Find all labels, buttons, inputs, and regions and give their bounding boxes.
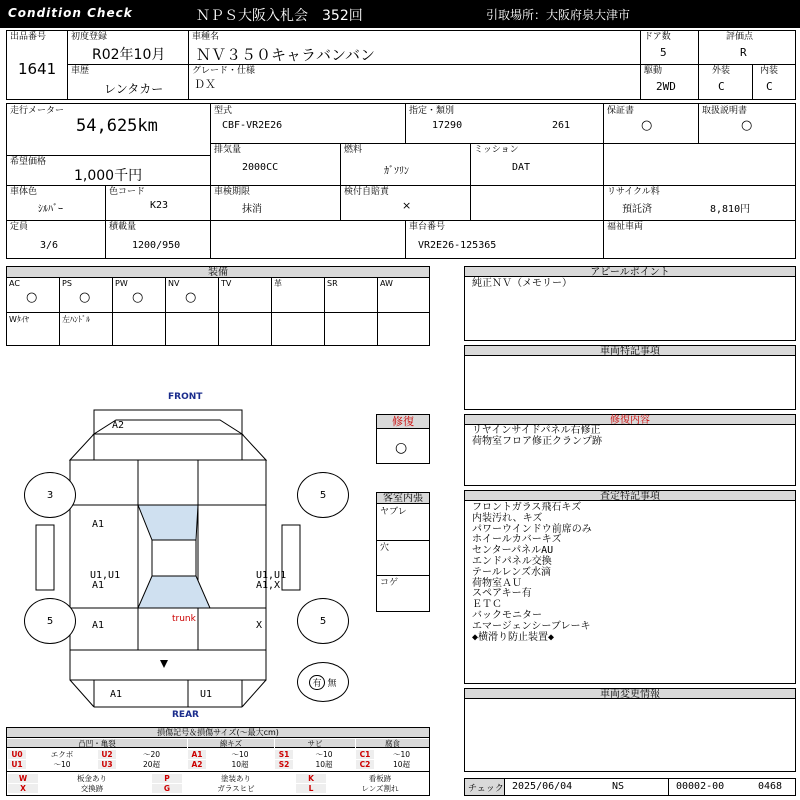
condition-check-title: Condition Check [8,6,133,20]
grade-label: グレード・仕様 [192,66,256,76]
legend-desc: エクボ [50,750,74,759]
class-value: 261 [552,120,571,131]
equip-divider [59,278,60,346]
right-rear-door-mark-1: U1,U1 [256,570,287,581]
vehicle-name: ＮＶ３５０キャラバンバン [196,46,375,64]
legend-desc: ～10 [53,760,71,769]
legend-symbol-desc: レンズ割れ [361,784,399,793]
left-rear-door-mark-2: A1 [92,580,105,591]
inspection-label: 車検期限 [214,187,251,197]
legend-symbol-desc: 交換跡 [80,784,104,793]
inspection-value: 抹消 [242,204,262,215]
legend-code: A1 [188,750,206,759]
footer-date: 2025/06/04 [512,781,573,792]
auction-title: ＮＰＳ大阪入札会 352回 [196,8,363,24]
legend-code: C1 [356,750,374,759]
legend-desc: ～10 [392,750,411,759]
legend-cat-rust: サビ [275,739,355,748]
color-label: 車体色 [10,187,38,197]
interior-tear: ヤブレ [380,507,407,517]
fuel-value: ｶﾞｿﾘﾝ [384,166,409,177]
manual-mark: ○ [741,118,753,133]
legend-code: A2 [188,760,206,769]
equip-label-5: 革 [274,279,282,288]
model-label: 型式 [214,106,233,116]
legend-desc: ～10 [315,750,333,759]
legend-desc: ～10 [231,750,249,759]
tire-front-left-mark: 3 [46,489,54,501]
tire-rear-right [297,598,349,644]
equip-label-0: AC [9,279,20,288]
equip-extra-1: 左ﾊﾝﾄﾞﾙ [62,315,90,324]
inspection-note-line: エマージェンシーブレーキ [472,620,591,632]
capacity-value: 3/6 [40,240,59,251]
recycle-status: 預託済 [622,204,652,215]
chassis-label: 車台番号 [409,222,446,232]
legend-symbol: K [296,774,326,783]
history-value: レンタカー [104,82,164,96]
hood-mark: A2 [112,420,125,431]
footer-inspector: NS [612,781,625,792]
tire-front-right-mark: 5 [319,489,327,501]
interior-condition-title: 客室内張 [377,493,429,504]
interior-label: 内装 [760,66,779,76]
legend-symbol: P [152,774,182,783]
legend-desc: 10超 [315,760,333,769]
history-label: 車歴 [71,66,90,76]
equipment-title: 装備 [7,267,429,278]
inspection-note-line: センターパネルAU [472,545,554,557]
inspection-notes-title: 査定特記事項 [465,491,795,501]
legend-symbol-desc: ガラスヒビ [217,784,255,793]
left-rear-door-mark-1: U1,U1 [90,570,121,581]
equip-label-4: TV [221,279,232,288]
model-value: CBF-VR2E26 [222,120,283,131]
tire-rear-right-mark: 5 [319,615,327,627]
legend-symbol: L [296,784,326,793]
right-rear-door-mark-2: A1,X [256,580,281,591]
equip-label-2: PW [115,279,128,288]
load-label: 積載量 [109,222,137,232]
interior-burn: コゲ [380,578,399,588]
lot-label: 出品番号 [10,32,47,42]
equip-label-3: NV [168,279,180,288]
change-info-box [464,688,796,772]
liability-value: × [402,199,412,212]
change-info-title: 車両変更情報 [465,689,795,699]
inspection-note-line: バックモニター [472,610,542,621]
check-label: チェック [468,784,504,794]
equip-extra-0: Wﾀｲﾔ [9,315,29,324]
trunk-label: trunk [172,614,196,624]
inspection-note-line: ◆横滑り防止装置◆ [472,631,555,643]
tire-rear-left-mark: 5 [46,615,54,627]
load-value: 1200/950 [132,240,181,251]
equip-divider [324,278,325,346]
mileage-label: 走行メーター [10,106,65,116]
mission-label: ミッション [474,145,519,155]
legend-cat-corrosion: 腐食 [356,739,429,748]
welfare-label: 福祉車両 [607,222,644,232]
inspection-note-line: スペアキー有 [472,588,532,600]
legend-code: C2 [356,760,374,769]
tire-front-left [24,472,76,518]
spare-tire-indicator [297,662,349,702]
price-value: 1,000千円 [74,168,143,184]
legend-code: U1 [8,760,26,769]
doors-label: ドア数 [644,32,671,42]
inspection-note-line: フロントガラス飛石キズ [472,502,582,513]
rear-bumper-left-mark: A1 [110,689,123,700]
pickup-location: 引取場所：大阪府泉大津市 [486,8,631,22]
color-code-label: 色コード [109,187,146,197]
first-reg-label: 初度登録 [71,32,108,42]
mileage-value: 54,625km [76,116,158,136]
front-label: FRONT [168,392,203,402]
price-label: 希望価格 [10,157,47,167]
repair-details-title: 修復内容 [465,415,795,425]
appeal-text: 純正ＮＶ（メモリー） [472,278,572,289]
equip-divider [165,278,166,346]
legend-symbol: X [8,784,38,793]
exterior-value: C [718,80,725,93]
special-notes-title: 車両特記事項 [465,346,795,356]
repair-details-line-1: リヤインサイドパネル右修正 [472,425,601,436]
drive-label: 駆動 [644,66,663,76]
legend-symbol: G [152,784,182,793]
equip-divider [271,278,272,346]
equip-divider [112,278,113,346]
legend-title: 損傷記号＆損傷サイズ(～最大cm) [7,728,429,738]
grade-value: ＤＸ [194,78,216,91]
interior-value: C [766,80,773,93]
left-rear-panel-mark: A1 [92,620,105,631]
legend-desc: 10超 [392,760,411,769]
legend-symbol-desc: 看板跡 [368,774,392,783]
legend-code: U3 [98,760,116,769]
appeal-title: アピールポイント [465,267,795,277]
mission-value: DAT [512,162,531,173]
liability-label: 検付自賠責 [344,187,390,197]
repair-details-line-2: 荷物室フロア修正クランプ跡 [472,436,602,447]
legend-symbol-desc: 板金あり [77,774,107,783]
inspection-note-line: テールレンズ水滴 [472,566,551,578]
legend-desc: 20超 [142,760,161,769]
legend-symbol-desc: 塗装あり [221,774,251,783]
equip-mark-3: ○ [185,290,197,305]
legend-code: S2 [275,760,293,769]
equip-label-6: SR [327,279,338,288]
drive-value: 2WD [656,80,676,93]
left-front-door-mark: A1 [92,519,105,530]
lot-number: 1641 [18,60,57,78]
legend-code: U0 [8,750,26,759]
color-code-value: K23 [150,200,169,211]
warranty-mark: ○ [641,118,653,133]
footer-page: 0468 [758,781,783,792]
equip-divider [218,278,219,346]
inspection-note-line: ホイールカバーキズ [472,534,562,546]
footer-number: 00002-00 [676,781,725,792]
legend-code: S1 [275,750,293,759]
designation-label: 指定・類別 [409,106,455,116]
rear-label: REAR [172,710,199,720]
tire-front-right [297,472,349,518]
legend-cat-dent: 凸凹・亀裂 [7,739,187,748]
equip-label-1: PS [62,279,72,288]
legend-desc: ～20 [142,750,161,759]
capacity-label: 定員 [10,222,29,232]
spare-no-mark: 無 [327,678,337,689]
equip-mark-0: ○ [26,290,38,305]
displacement-label: 排気量 [214,145,242,155]
equip-mark-2: ○ [132,290,144,305]
legend-code: U2 [98,750,116,759]
repair-title: 修復 [377,415,429,429]
legend-desc: 10超 [231,760,249,769]
inspection-note-line: ＥＴＣ [472,599,502,611]
chassis-value: VR2E26-125365 [418,240,497,251]
name-label: 車種名 [192,32,220,42]
color-value: ｼﾙﾊﾞｰ [38,204,63,215]
equip-divider [377,278,378,346]
warranty-label: 保証書 [607,106,635,116]
interior-hole: 穴 [380,543,390,553]
inspection-note-line: エンドパネル交換 [472,556,552,567]
fuel-label: 燃料 [344,145,363,155]
right-rear-panel-mark: X [256,620,263,631]
score-value: R [740,46,747,59]
inspection-note-line: パワーウインドウ前席のみ [472,523,592,535]
spare-yes-mark: 有 [309,675,324,690]
exterior-label: 外装 [712,66,731,76]
repair-mark: ○ [395,440,408,456]
first-reg-value: R02年10月 [92,47,166,63]
designation-value: 17290 [432,120,463,131]
equip-mark-1: ○ [79,290,91,305]
tire-rear-left [24,598,76,644]
inspection-note-line: 内装汚れ、キズ [472,512,543,524]
recycle-label: リサイクル料 [607,187,660,197]
displacement-value: 2000CC [242,162,279,173]
recycle-amount: 8,810円 [710,204,751,215]
manual-label: 取扱説明書 [702,106,748,116]
rear-bumper-right-mark: U1 [200,689,213,700]
doors-value: 5 [660,46,667,59]
score-label: 評価点 [726,32,754,42]
equip-label-7: AW [380,279,393,288]
legend-cat-scratch: 線キズ [188,739,274,748]
inspection-note-line: 荷物室ＡＵ [472,577,522,589]
legend-symbol: W [8,774,38,783]
